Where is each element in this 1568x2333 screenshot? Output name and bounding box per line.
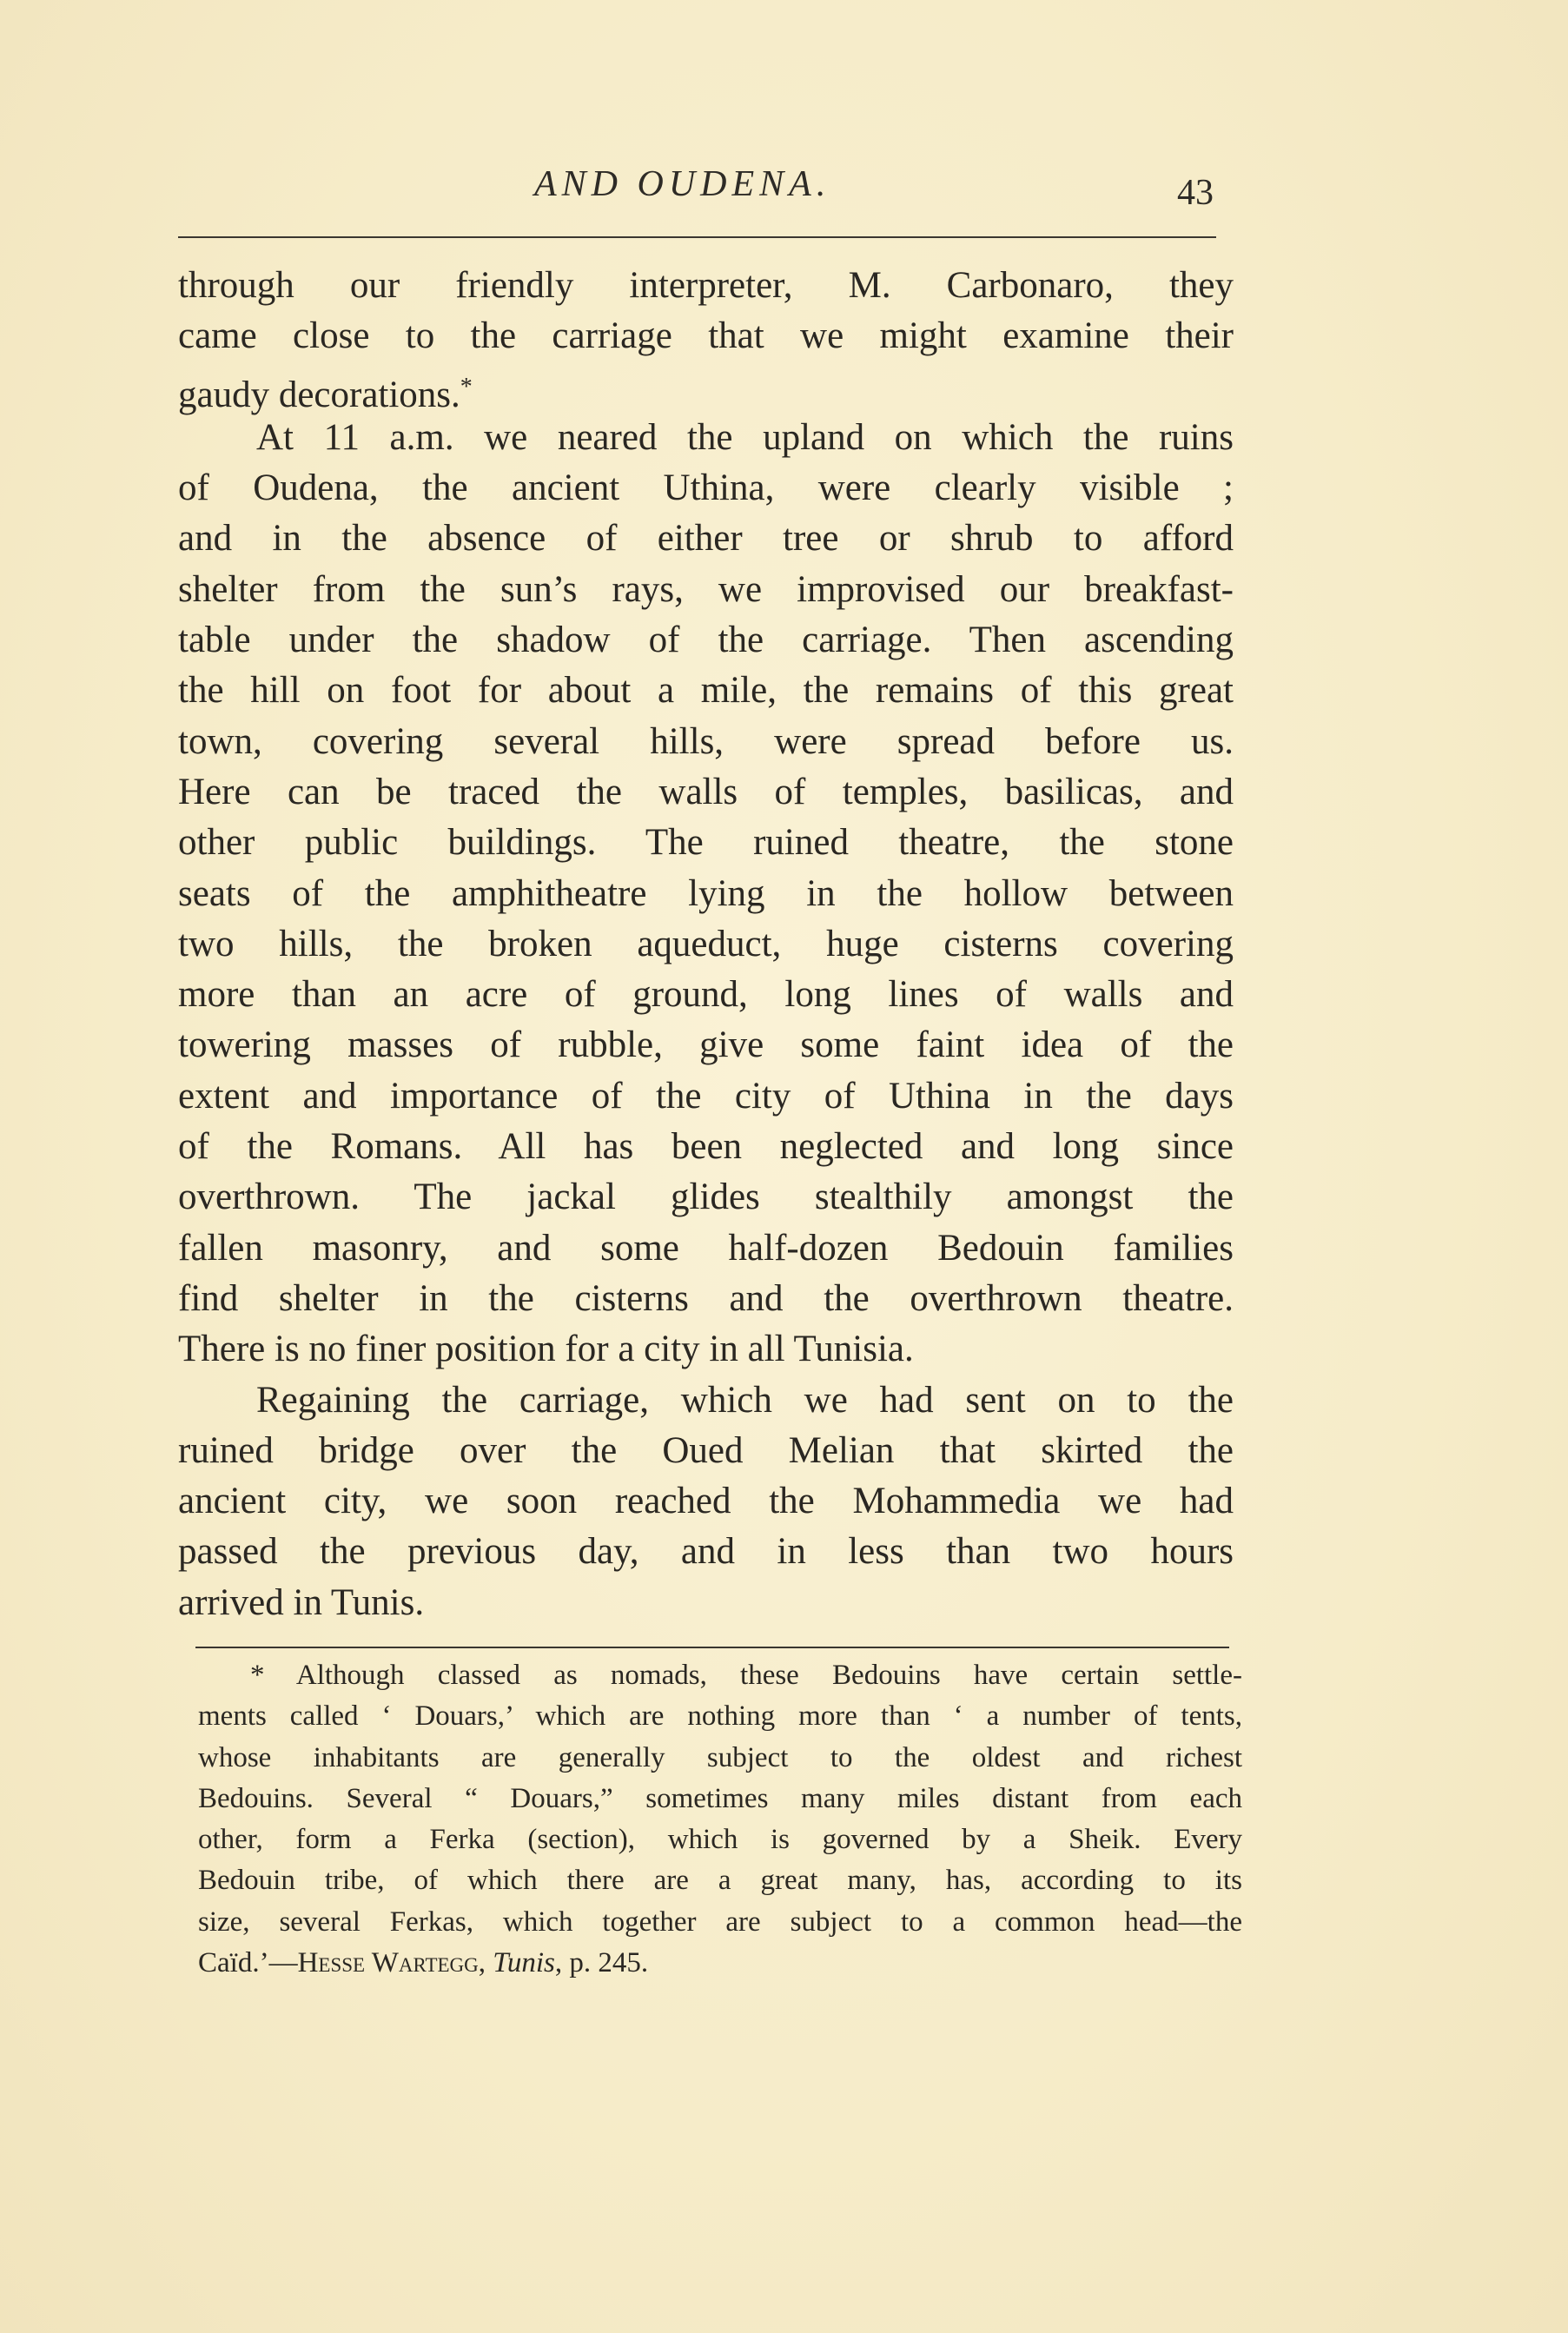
body-line: overthrown. The jackal glides stealthily amongst the <box>178 1176 1234 1218</box>
body-line: towering masses of rubble, give some faint idea of the <box>178 1024 1234 1066</box>
body-line: ancient city, we soon reached the Mohammedia we had <box>178 1481 1234 1522</box>
footnote-citation-line <box>198 1943 1242 1984</box>
running-head <box>178 163 1221 215</box>
body-line: and in the absence of either tree or shrub to afford <box>178 518 1234 560</box>
body-line: of the Romans. All has been neglected and long since <box>178 1126 1234 1168</box>
citation-work: Tunis <box>493 1947 555 1979</box>
body-line: seats of the amphitheatre lying in the hollow between <box>178 872 1234 914</box>
citation-author: Hesse Wartegg <box>297 1947 479 1979</box>
body-line: more than an acre of ground, long lines of walls and <box>178 974 1234 1016</box>
body-line: find shelter in the cisterns and the overthrown theatre. <box>178 1277 1234 1319</box>
footnote <box>198 1655 1242 1984</box>
footnote-rule <box>195 1647 1229 1648</box>
footnote-line: size, several Ferkas, which together are subject to a common head—the <box>198 1906 1242 1938</box>
body-line: two hills, the broken aqueduct, huge cisterns covering <box>178 923 1234 964</box>
footnote-marker: * <box>460 373 473 401</box>
footnote-line: whose inhabitants are generally subject to the oldest and richest <box>198 1741 1242 1773</box>
footnote-line: Bedouin tribe, of which there are a great many, has, according to its <box>198 1865 1242 1897</box>
footnote-line: other, form a Ferka (section), which is governed by a Sheik. Every <box>198 1824 1242 1856</box>
body-line: Here can be traced the walls of temples, basilicas, and <box>178 771 1234 812</box>
body-line: through our friendly interpreter, M. Carbonaro, they <box>178 265 1234 306</box>
footnote-line: Bedouins. Several “ Douars,” sometimes many miles distant from each <box>198 1782 1242 1814</box>
citation-prefix: Caïd.’— <box>198 1947 298 1979</box>
body-line: other public buildings. The ruined theatre, the stone <box>178 822 1234 864</box>
body-line: shelter from the sun’s rays, we improvised our breakfast- <box>178 568 1234 610</box>
body-line: the hill on foot for about a mile, the remains of this great <box>178 670 1234 712</box>
header-rule <box>178 236 1216 238</box>
body-line: arrived in Tunis. <box>178 1581 425 1623</box>
citation-separator: , <box>478 1947 493 1979</box>
paragraph-start-line: Regaining the carriage, which we had sent on to the <box>256 1379 1234 1421</box>
footnote-line: * Although classed as nomads, these Bedouins have certain settle- <box>250 1660 1242 1691</box>
body-line: fallen masonry, and some half-dozen Bedouin families <box>178 1227 1234 1269</box>
body-line-text: gaudy decorations. <box>178 374 460 415</box>
body-line: of Oudena, the ancient Uthina, were clearly visible ; <box>178 467 1234 509</box>
body-line-with-note <box>178 362 1234 413</box>
footnote-line: ments called ‘ Douars,’ which are nothing more than ‘ a number of tents, <box>198 1700 1242 1733</box>
paragraph-start-line: At 11 a.m. we neared the upland on which the ruins <box>256 416 1234 458</box>
body-line: came close to the carriage that we might examine their <box>178 315 1234 357</box>
body-text <box>178 261 1234 1628</box>
page-number: 43 <box>1177 173 1214 213</box>
body-line: extent and importance of the city of Uthina in the days <box>178 1075 1234 1117</box>
body-line: table under the shadow of the carriage. Then ascending <box>178 620 1234 661</box>
body-line: ruined bridge over the Oued Melian that skirted the <box>178 1429 1234 1471</box>
running-head-title: AND OUDENA. <box>534 164 831 204</box>
body-line: passed the previous day, and in less than two hours <box>178 1531 1234 1573</box>
body-line: There is no finer position for a city in all Tunisia. <box>178 1329 914 1370</box>
body-line: town, covering several hills, were spread before us. <box>178 720 1234 762</box>
citation-suffix: , p. 245. <box>554 1947 649 1979</box>
